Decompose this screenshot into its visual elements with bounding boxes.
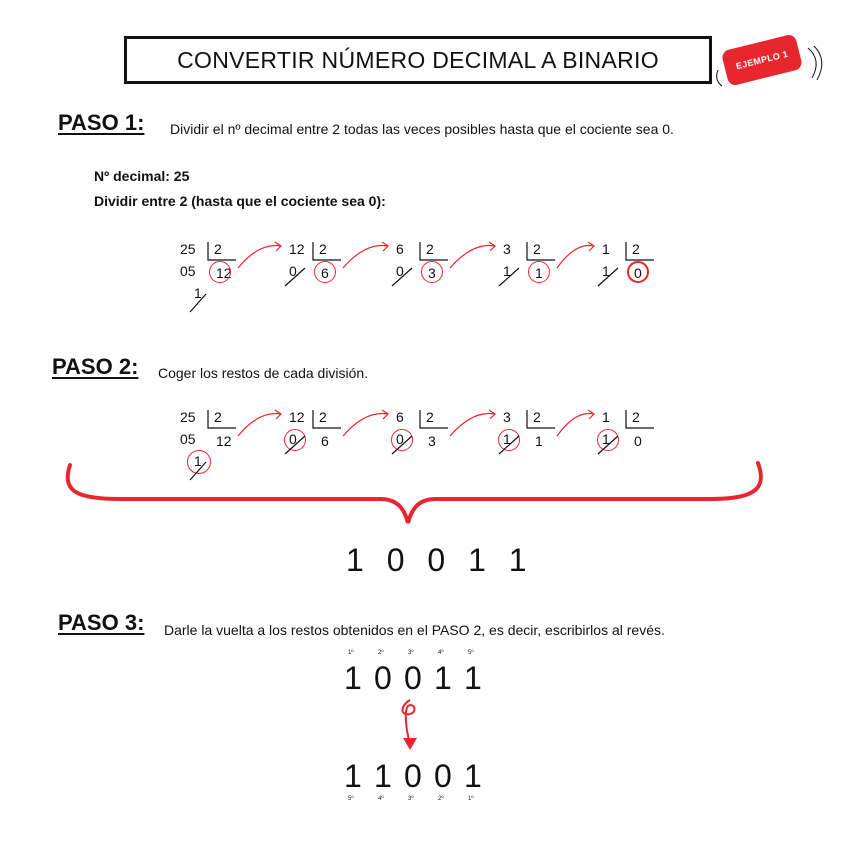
step-arrow xyxy=(238,413,281,436)
binary-digit: 0 xyxy=(374,660,392,696)
divisor: 2 xyxy=(214,241,222,257)
step-arrow xyxy=(343,413,388,436)
arrow-head-icon xyxy=(588,410,594,419)
arrow-head-icon xyxy=(275,410,281,419)
binary-digit: 1 xyxy=(464,660,482,696)
divisor: 2 xyxy=(632,409,640,425)
paso2-text: Coger los restos de cada división. xyxy=(158,365,369,381)
ordinal-label: 3º xyxy=(408,650,414,656)
quotient: 6 xyxy=(321,433,329,449)
quotient: 1 xyxy=(535,265,543,281)
arrow-head-icon xyxy=(489,242,495,251)
divisor: 2 xyxy=(426,241,434,257)
quotient: 3 xyxy=(428,433,436,449)
remainder: 0 xyxy=(396,431,404,447)
step-arrow xyxy=(238,245,281,268)
arrow-head-icon xyxy=(588,242,594,251)
strike-line xyxy=(499,436,519,454)
step-arrow xyxy=(343,245,388,268)
strike-line xyxy=(190,462,206,480)
remainder: 0 xyxy=(396,263,404,279)
ordinal-label: 4º xyxy=(378,796,384,802)
strike-line xyxy=(285,436,305,454)
curly-arrow-icon xyxy=(390,694,430,754)
remainder: 0 xyxy=(289,263,297,279)
divisor: 2 xyxy=(632,241,640,257)
binary-digit: 1 xyxy=(464,758,482,794)
dividend: 3 xyxy=(503,241,511,257)
quotient: 0 xyxy=(634,433,642,449)
partial-dividend: 05 xyxy=(180,431,196,447)
quotient: 12 xyxy=(216,265,232,281)
step-arrow xyxy=(557,245,594,268)
strike-line xyxy=(392,268,412,286)
paso1-text: Dividir el nº decimal entre 2 todas las veces posibles hasta que el cociente sea 0. xyxy=(170,121,674,137)
remainder: 1 xyxy=(194,453,202,469)
binary-digit: 0 xyxy=(404,660,422,696)
remainder: 1 xyxy=(503,263,511,279)
divisor: 2 xyxy=(533,409,541,425)
partial-dividend: 05 xyxy=(180,263,196,279)
quotient: 6 xyxy=(321,265,329,281)
ordinal-label: 2º xyxy=(438,796,444,802)
step-arrow xyxy=(557,413,594,436)
dividend: 25 xyxy=(180,409,196,425)
ordinal-label: 4º xyxy=(438,650,444,656)
strike-line xyxy=(499,268,519,286)
division-instruction: Dividir entre 2 (hasta que el cociente sea 0): xyxy=(94,193,386,209)
division-bracket xyxy=(626,242,654,260)
paso1-heading: PASO 1: xyxy=(58,110,145,135)
divisor: 2 xyxy=(214,409,222,425)
dividend: 12 xyxy=(289,241,305,257)
remainder: 1 xyxy=(194,285,202,301)
divisor: 2 xyxy=(319,241,327,257)
binary-digit: 1 xyxy=(344,758,362,794)
dividend: 3 xyxy=(503,409,511,425)
binary-digit: 1 xyxy=(344,660,362,696)
division-bracket xyxy=(313,410,341,428)
division-bracket xyxy=(313,242,341,260)
quotient: 1 xyxy=(535,433,543,449)
ordinal-label: 5º xyxy=(348,796,354,802)
remainder: 0 xyxy=(289,431,297,447)
ordinal-label: 1º xyxy=(348,650,354,656)
step-arrow xyxy=(450,245,495,268)
decimal-label: Nº decimal: 25 xyxy=(94,168,190,184)
division-bracket xyxy=(626,410,654,428)
quotient: 12 xyxy=(216,433,232,449)
ordinal-label: 5º xyxy=(468,650,474,656)
binary-digit: 0 xyxy=(404,758,422,794)
remainder: 1 xyxy=(602,431,610,447)
division-bracket xyxy=(527,242,555,260)
dividend: 6 xyxy=(396,409,404,425)
quotient: 0 xyxy=(634,265,642,281)
paso3-heading: PASO 3: xyxy=(58,610,145,635)
divisor: 2 xyxy=(533,241,541,257)
division-bracket xyxy=(208,242,236,260)
division-strokes xyxy=(0,408,848,528)
remainder: 1 xyxy=(503,431,511,447)
paso2-heading: PASO 2: xyxy=(52,354,139,379)
strike-line xyxy=(190,294,206,312)
dividend: 1 xyxy=(602,409,610,425)
ordinal-label: 1º xyxy=(468,796,474,802)
paso2-result: 1 0 0 1 1 xyxy=(346,542,534,578)
dividend: 1 xyxy=(602,241,610,257)
remainder: 1 xyxy=(602,263,610,279)
divisor: 2 xyxy=(319,409,327,425)
badge-swoosh-icon xyxy=(700,30,830,100)
ordinal-label: 2º xyxy=(378,650,384,656)
dividend: 6 xyxy=(396,241,404,257)
binary-digit: 1 xyxy=(374,758,392,794)
arrow-head-icon xyxy=(382,410,388,419)
divisor: 2 xyxy=(426,409,434,425)
strike-line xyxy=(392,436,412,454)
example-badge: EJEMPLO 1 xyxy=(721,33,803,86)
division-bracket xyxy=(420,242,448,260)
arrow-head-icon xyxy=(382,242,388,251)
arrow-head-icon xyxy=(275,242,281,251)
strike-line xyxy=(598,268,618,286)
step-arrow xyxy=(450,413,495,436)
binary-digit: 0 xyxy=(434,758,452,794)
division-bracket xyxy=(420,410,448,428)
division-bracket xyxy=(208,410,236,428)
arrow-head-icon xyxy=(489,410,495,419)
strike-line xyxy=(598,436,618,454)
ordinal-label: 3º xyxy=(408,796,414,802)
paso3-text: Darle la vuelta a los restos obtenidos en el PASO 2, es decir, escribirlos al revés. xyxy=(164,622,665,638)
division-strokes xyxy=(0,240,848,360)
dividend: 25 xyxy=(180,241,196,257)
binary-digit: 1 xyxy=(434,660,452,696)
division-bracket xyxy=(527,410,555,428)
page-title: CONVERTIR NÚMERO DECIMAL A BINARIO xyxy=(124,36,712,84)
quotient: 3 xyxy=(428,265,436,281)
strike-line xyxy=(285,268,305,286)
dividend: 12 xyxy=(289,409,305,425)
